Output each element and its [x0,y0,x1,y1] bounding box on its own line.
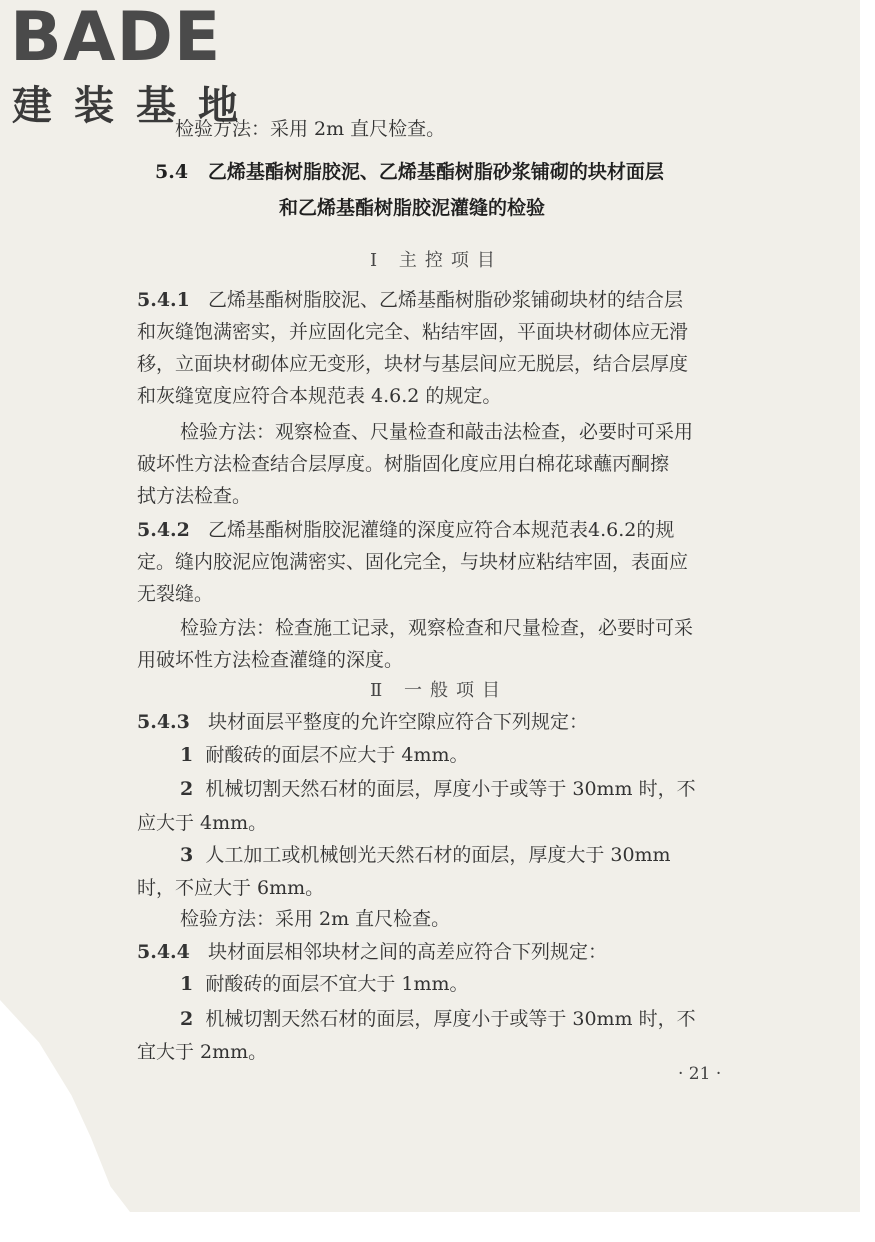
section-heading: 5.4 乙烯基酯树脂胶泥、乙烯基酯树脂砂浆铺砌的块材面层 [155,161,664,183]
text-line: 应大于 4mm。 [137,812,268,834]
clause-5-4-3: 5.4.3 块材面层平整度的允许空隙应符合下列规定： [137,711,589,733]
list-item: 2 机械切割天然石材的面层，厚度小于或等于 30mm 时，不 [180,1008,696,1030]
watermark-logo [10,0,260,131]
text-line: 和灰缝宽度应符合本规范表 4.6.2 的规定。 [137,385,502,407]
list-item: 2 机械切割天然石材的面层，厚度小于或等于 30mm 时，不 [180,778,696,800]
text-line: 拭方法检查。 [137,485,252,507]
text-line: 破坏性方法检查结合层厚度。树脂固化度应用白棉花球蘸丙酮擦 [137,453,670,475]
subsection-title: Ⅰ 主控项目 [370,250,503,271]
text-line: 检验方法：观察检查、尺量检查和敲击法检查，必要时可采用 [180,421,694,443]
subsection-title: Ⅱ 一般项目 [370,680,508,701]
text-line: 检验方法：采用 2m 直尺检查。 [175,118,446,140]
logo-brand: BADE [10,0,222,77]
section-heading-cont: 和乙烯基酯树脂胶泥灌缝的检验 [279,197,546,219]
list-item: 1 耐酸砖的面层不宜大于 1mm。 [180,973,469,995]
text-line: 宜大于 2mm。 [137,1041,268,1063]
text-line: 和灰缝饱满密实，并应固化完全、粘结牢固，平面块材砌体应无滑 [137,321,689,343]
list-item: 3 人工加工或机械刨光天然石材的面层，厚度大于 30mm [180,844,671,866]
clause-5-4-2: 5.4.2 乙烯基酯树脂胶泥灌缝的深度应符合本规范表4.6.2的规 [137,519,675,541]
list-item: 1 耐酸砖的面层不应大于 4mm。 [180,744,469,766]
text-line: 定。缝内胶泥应饱满密实、固化完全，与块材应粘结牢固，表面应 [137,551,689,573]
logo-subtitle: 建装基地 [12,83,260,129]
text-line: 检验方法：检查施工记录，观察检查和尺量检查，必要时可采 [180,617,694,639]
text-line: 移，立面块材砌体应无变形，块材与基层间应无脱层，结合层厚度 [137,353,689,375]
text-line: 用破坏性方法检查灌缝的深度。 [137,649,404,671]
text-line: 无裂缝。 [137,583,214,605]
text-line: 时，不应大于 6mm。 [137,877,325,899]
clause-5-4-4: 5.4.4 块材面层相邻块材之间的高差应符合下列规定： [137,941,608,963]
clause-5-4-1: 5.4.1 乙烯基酯树脂胶泥、乙烯基酯树脂砂浆铺砌块材的结合层 [137,289,684,311]
page-number: · 21 · [678,1064,722,1084]
text-line: 检验方法：采用 2m 直尺检查。 [180,908,451,930]
